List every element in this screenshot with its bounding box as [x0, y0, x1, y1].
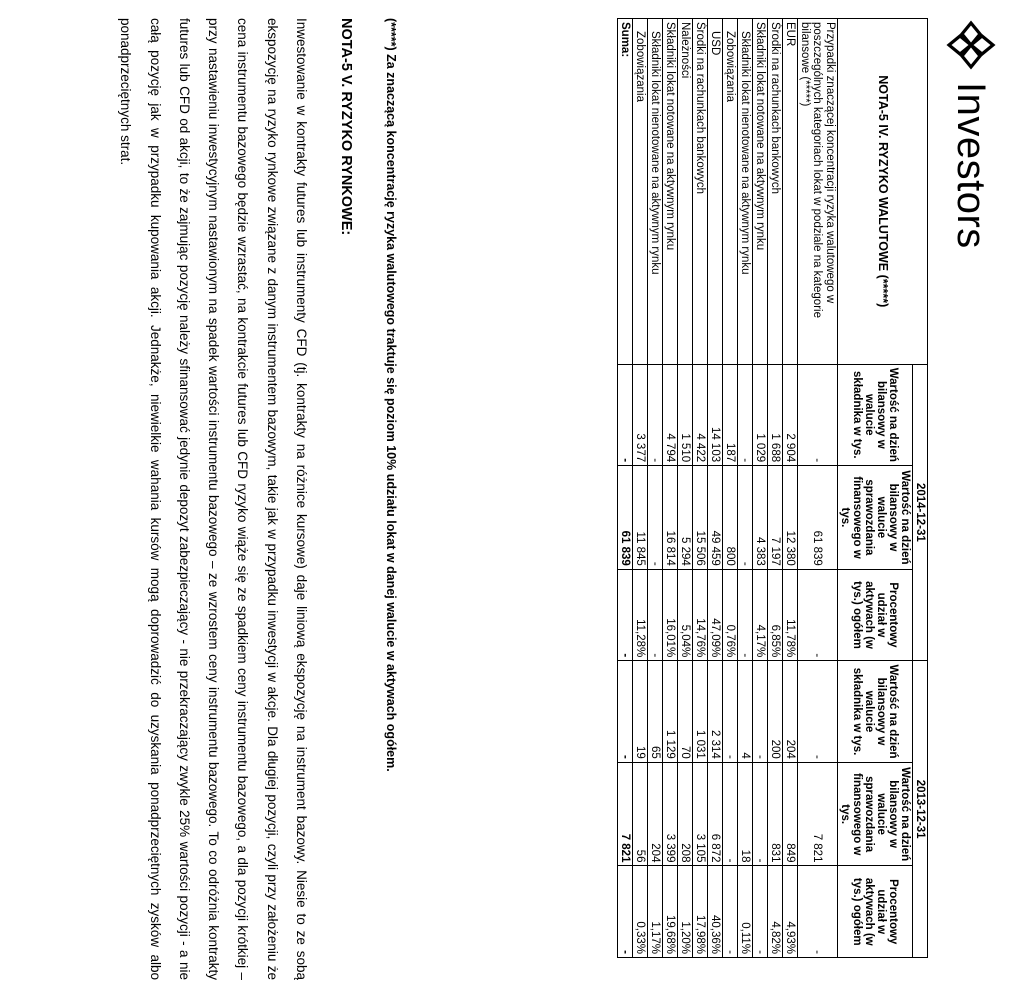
- cell: -: [753, 661, 768, 763]
- cell: 4 794: [662, 364, 677, 466]
- cell: 208: [677, 762, 692, 866]
- period-2013: 2013-12-31: [912, 661, 927, 958]
- period-2014: 2014-12-31: [912, 364, 927, 661]
- cell: 15 506: [692, 466, 707, 570]
- cell: 204: [783, 661, 798, 763]
- cell: 70: [677, 661, 692, 763]
- cell: 3 377: [632, 364, 647, 466]
- cell: 0,11%: [738, 866, 753, 958]
- cell: 11,28%: [632, 569, 647, 660]
- cell: 7 821: [798, 762, 837, 866]
- table-row: [738, 19, 753, 958]
- row-label: Składniki lokat notowane na aktywnym rynku: [662, 19, 677, 365]
- period-header-row: [912, 19, 927, 958]
- cell: 1 688: [768, 364, 783, 466]
- cell: 1 510: [677, 364, 692, 466]
- cell: -: [798, 866, 837, 958]
- col-header: Wartość na dzień bilansowy w walucie sprawozdania finansowego w tys.: [837, 762, 912, 866]
- cell: 2 314: [708, 661, 723, 763]
- table-row: [783, 19, 798, 958]
- col-header: Wartość na dzień bilansowy w walucie sprawozdania finansowego w tys.: [837, 466, 912, 570]
- cell: 0,33%: [632, 866, 647, 958]
- cell: 1,20%: [677, 866, 692, 958]
- cell: 3 399: [662, 762, 677, 866]
- table-row: [647, 19, 662, 958]
- table-row: [753, 19, 768, 958]
- cell: 800: [723, 466, 738, 570]
- cell: 47,09%: [708, 569, 723, 660]
- cell: 12 380: [783, 466, 798, 570]
- cell: 16 814: [662, 466, 677, 570]
- cell: -: [753, 762, 768, 866]
- concentration-row: [798, 19, 837, 958]
- cell: -: [798, 661, 837, 763]
- cell: 6,85%: [768, 569, 783, 660]
- row-label: Zobowiązania: [632, 19, 647, 365]
- cell: -: [617, 866, 632, 958]
- cell: 1,17%: [647, 866, 662, 958]
- cell: 4,93%: [783, 866, 798, 958]
- cell: 831: [768, 762, 783, 866]
- sum-row: [617, 19, 632, 958]
- cell: 4 383: [753, 466, 768, 570]
- cell: -: [617, 661, 632, 763]
- cell: 17,98%: [692, 866, 707, 958]
- cell: 3 105: [692, 762, 707, 866]
- cell: -: [723, 866, 738, 958]
- brand-logo: [946, 20, 996, 249]
- row-label: Środki na rachunkach bankowych: [692, 19, 707, 365]
- cell: 4,82%: [768, 866, 783, 958]
- cell: 40,36%: [708, 866, 723, 958]
- table-row: [662, 19, 677, 958]
- table-footnote: (*****) Za znaczącą koncentrację ryzyka walutowego traktuje się poziom 10% udziału lokat w danej walucie w aktywach ogółem.: [384, 18, 398, 772]
- cell: 16,01%: [662, 569, 677, 660]
- cell: 61 839: [617, 466, 632, 570]
- cell: 4,17%: [753, 569, 768, 660]
- cell: -: [723, 762, 738, 866]
- cell: 200: [768, 661, 783, 763]
- cell: 14 103: [708, 364, 723, 466]
- cell: 0,76%: [723, 569, 738, 660]
- cell: 1 029: [753, 364, 768, 466]
- col-header: Wartość na dzień bilansowy w walucie składnika w tys.: [837, 661, 912, 763]
- cell: 11,78%: [783, 569, 798, 660]
- currency-risk-title: NOTA-5 IV. RYZYKO WALUTOWE (*****): [837, 19, 927, 365]
- cell: -: [617, 569, 632, 660]
- cell: 7 821: [617, 762, 632, 866]
- currency-risk-table: [617, 18, 928, 958]
- cell: 5,04%: [677, 569, 692, 660]
- cell: -: [617, 364, 632, 466]
- table-row: [692, 19, 707, 958]
- cell: 1 031: [692, 661, 707, 763]
- table-row: [708, 19, 723, 958]
- cell: -: [753, 866, 768, 958]
- cell: -: [798, 364, 837, 466]
- cell: 61 839: [798, 466, 837, 570]
- row-label: Zobowiązania: [723, 19, 738, 365]
- table-row: [723, 19, 738, 958]
- investors-logo-icon: [946, 20, 996, 70]
- cell: -: [647, 466, 662, 570]
- row-label: Składniki lokat nienotowane na aktywnym rynku: [738, 19, 753, 365]
- row-label: Należności: [677, 19, 692, 365]
- col-header: Wartość na dzień bilansowy w walucie składnika w tys.: [837, 364, 912, 466]
- cell: -: [738, 364, 753, 466]
- table-row: [677, 19, 692, 958]
- cell: 204: [647, 762, 662, 866]
- cell: 11 845: [632, 466, 647, 570]
- cell: 4 422: [692, 364, 707, 466]
- cell: 7 197: [768, 466, 783, 570]
- cell: 49 459: [708, 466, 723, 570]
- market-risk-title: NOTA-5 V. RYZYKO RYNKOWE:: [338, 18, 354, 236]
- cell: 19,68%: [662, 866, 677, 958]
- row-label: Środki na rachunkach bankowych: [768, 19, 783, 365]
- cell: 187: [723, 364, 738, 466]
- row-label: EUR: [783, 19, 798, 365]
- cell: -: [738, 466, 753, 570]
- cell: 849: [783, 762, 798, 866]
- cell: 56: [632, 762, 647, 866]
- cell: 1 129: [662, 661, 677, 763]
- brand-name: Investors: [949, 82, 994, 249]
- cell: -: [647, 364, 662, 466]
- cell: 4: [738, 661, 753, 763]
- cell: 5 294: [677, 466, 692, 570]
- cell: 2 904: [783, 364, 798, 466]
- col-header: Procentowy udział w aktywach (w tys.) ogółem: [837, 569, 912, 660]
- cell: 14,76%: [692, 569, 707, 660]
- cell: 18: [738, 762, 753, 866]
- row-label: Składniki lokat nienotowane na aktywnym rynku: [647, 19, 662, 365]
- cell: -: [723, 661, 738, 763]
- table-row: [768, 19, 783, 958]
- cell: 6 872: [708, 762, 723, 866]
- cell: -: [738, 569, 753, 660]
- cell: 65: [647, 661, 662, 763]
- col-header: Procentowy udział w aktywach (w tys.) ogółem: [837, 866, 912, 958]
- row-label: Przypadki znaczącej koncentracji ryzyka walutowego w poszczególnych kategoriach lokat w podziale na kategorie bilansowe (*****): [798, 19, 837, 365]
- market-risk-paragraph: Inwestowanie w kontrakty futures lub instrumenty CFD (tj. kontrakty na różnice kursowe) daje liniową ekspozycję na instrument bazowy. Niesie to ze sobą ekspozycję na ryzyko rynkowe związane z danym instrumentem bazowym, takie jak w przypadku inwestycji w akcje. Dla długiej pozycji, czyli przy założeniu że cena instrumentu bazowego będzie wzrastać, na kontrakcie futures lub CFD ryzyko wiąże się ze spadkiem ceny instrumentu bazowego, a dla pozycji krótkiej – przy nastawieniu inwestycyjnym nastawionym na spadek wartości instrumentu bazowego – ze wzrostem ceny instrumentu bazowego. To co odróżnia kontrakty futures lub CFD od akcji, to że zajmując pozycję należy sfinansować jedynie depozyt zabezpieczający - nie przekraczający zwykle 25% wartości pozycji - a nie całą pozycję jak w przypadku kupowania akcji. Jednakże, niewielkie wahania kursów mogą doprowadzić do uzyskania ponadprzeciętnych zysków albo ponadprzeciętnych strat.: [118, 18, 309, 980]
- table-row: [632, 19, 647, 958]
- cell: -: [798, 569, 837, 660]
- row-label: Składniki lokat notowane na aktywnym rynku: [753, 19, 768, 365]
- row-label: USD: [708, 19, 723, 365]
- cell: 19: [632, 661, 647, 763]
- cell: -: [647, 569, 662, 660]
- sum-label: Suma:: [617, 19, 632, 365]
